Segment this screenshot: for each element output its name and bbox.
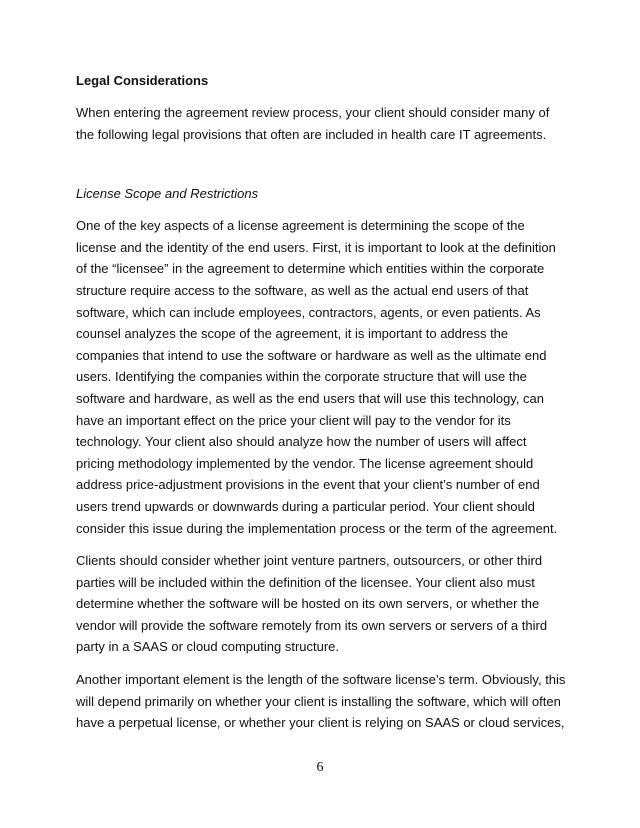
intro-paragraph: When entering the agreement review process, your client should consider many of the following legal provisions that often are included in health care IT agreements. — [76, 105, 550, 142]
body-paragraph-3: Another important element is the length of the software license’s term. Obviously, this will depend primarily on whether your client is installing the software, which will often have a perpetual license, or whether your client is relying on SAAS or cloud services, — [76, 672, 566, 731]
page-body — [76, 70, 568, 745]
body-paragraph-2: Clients should consider whether joint venture partners, outsourcers, or other third parties will be included within the definition of the licensee. Your client also must determine whether the software will be hosted on its own servers, or whether the vendor will provide the software remotely from its own servers or servers of a third party in a SAAS or cloud computing structure. — [76, 553, 548, 655]
subsection-heading: License Scope and Restrictions — [76, 186, 259, 202]
body-paragraph-1: One of the key aspects of a license agreement is determining the scope of the license and the identity of the end users. First, it is important to look at the definition of the “licensee” in the agreement to determine which entities within the corporate structure require access to the software, as well as the actual end users of that software, which can include employees, contractors, agents, or even patients. As counsel analyzes the scope of the agreement, it is important to address the companies that intend to use the software or hardware as well as the ultimate end users. Identifying the companies within the corporate structure that will use the software and hardware, as well as the end users that will use this technology, can have an important effect on the price your client will pay to the vendor for its technology. Your client also should analyze how the number of users will affect pricing methodology implemented by the vendor. The license agreement should address price-adjustment provisions in the event that your client’s number of end users trend upwards or downwards during a particular period. Your client should consider this issue during the implementation process or the term of the agreement. — [76, 218, 558, 536]
page-number: 6 — [316, 760, 324, 775]
section-heading: Legal Considerations — [76, 73, 209, 88]
